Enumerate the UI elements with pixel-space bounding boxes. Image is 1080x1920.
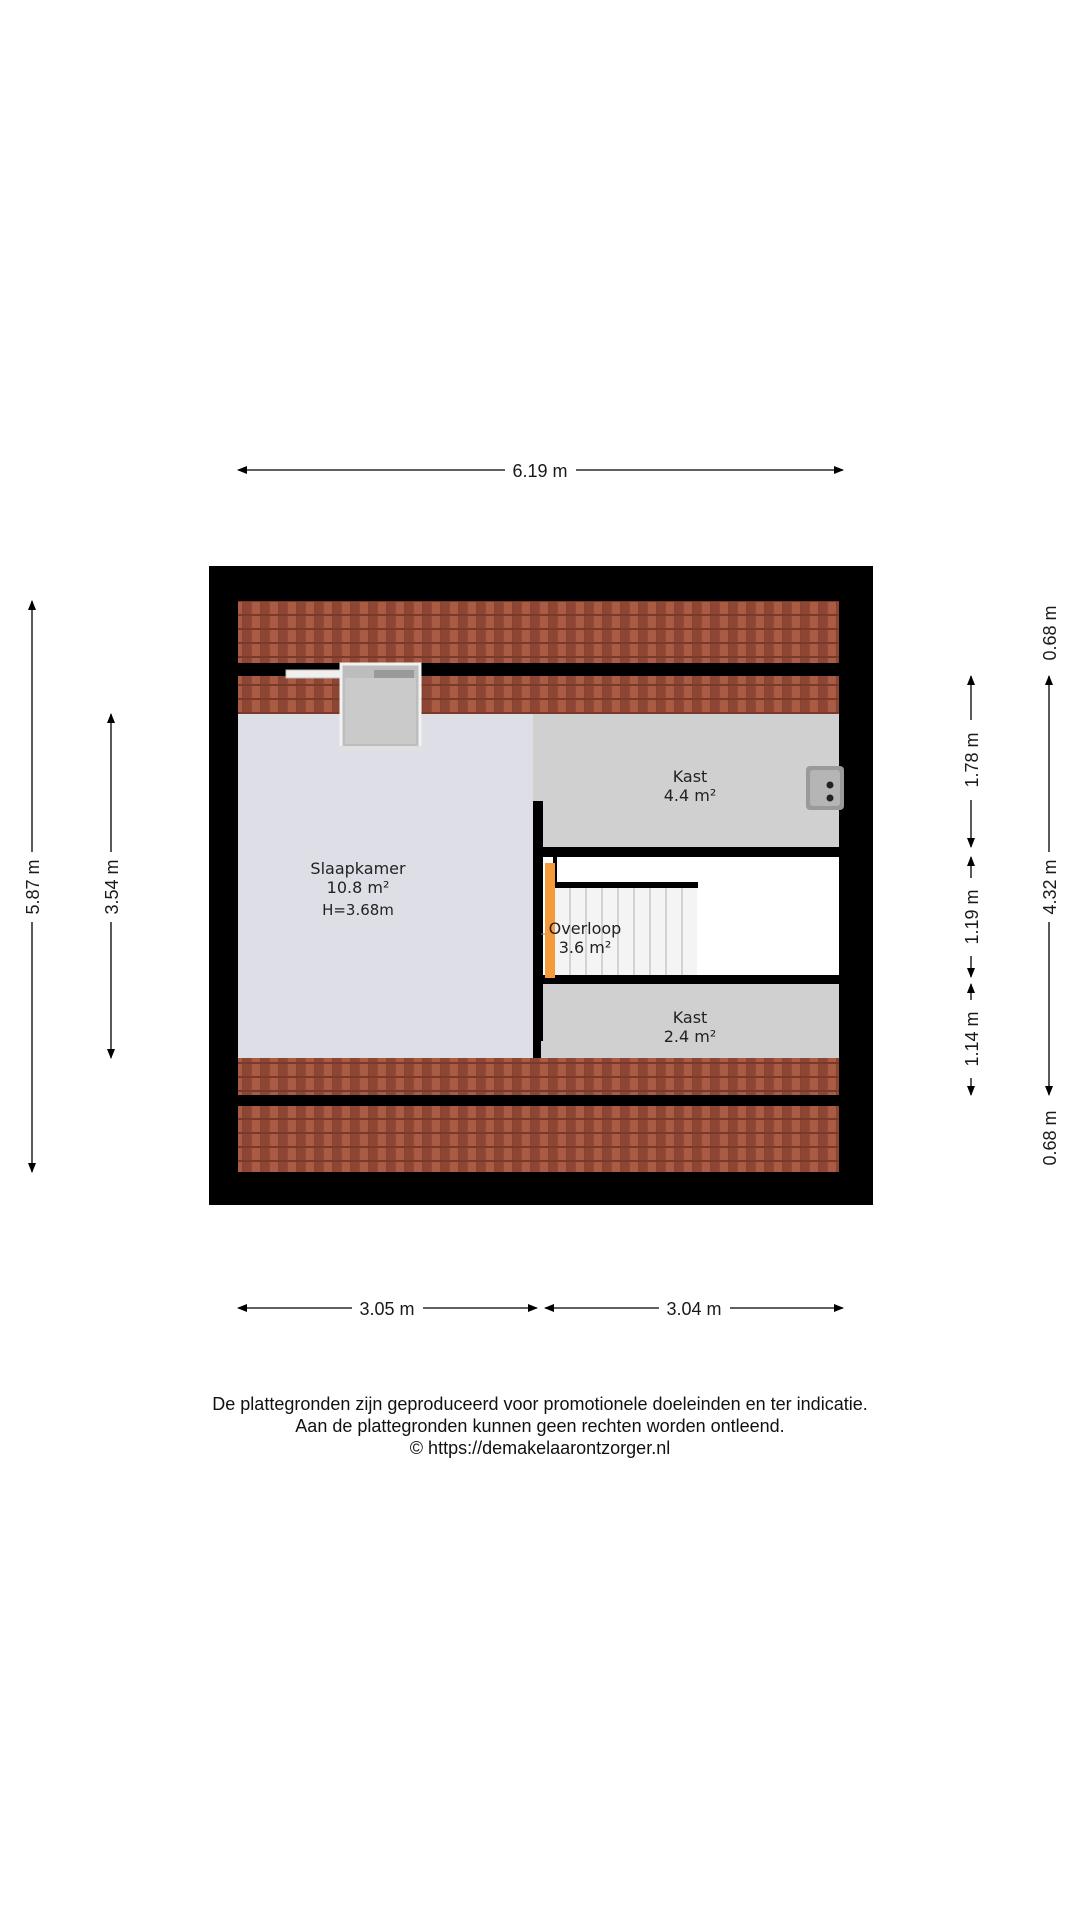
disclaimer-line-2: Aan de plattegronden kunnen geen rechten worden ontleend. (295, 1416, 785, 1436)
wall-kast-top-bottom (543, 847, 839, 857)
dimension-right-middle-label: 4.32 m (1040, 859, 1060, 915)
roof-bottom-strip-2 (238, 1106, 839, 1172)
dimension-right-width-label: 3.04 m (666, 1299, 722, 1319)
roof-bottom-strip (238, 1058, 839, 1095)
dimension-right-width (545, 1299, 843, 1319)
dimension-kast-top-depth-label: 1.78 m (962, 732, 982, 788)
dimension-kast-bottom-depth (962, 984, 982, 1095)
kast-top-area: 4.4 m² (663, 786, 717, 805)
overloop-area: 3.6 m² (558, 938, 612, 957)
dimension-kast-top-depth (962, 676, 982, 847)
roof-top-strip (238, 601, 839, 663)
dimension-bedroom-depth (102, 714, 122, 1058)
slaapkamer-area: 10.8 m² (326, 878, 390, 897)
dimension-left-width-label: 3.05 m (359, 1299, 415, 1319)
dimension-total-width-label: 6.19 m (512, 461, 568, 481)
dimension-overloop-depth-label: 1.19 m (962, 889, 982, 945)
dimension-bedroom-depth-label: 3.54 m (102, 859, 122, 915)
dimension-total-depth (23, 601, 43, 1172)
disclaimer (0, 1393, 1080, 1459)
slaapkamer-name: Slaapkamer (310, 859, 406, 878)
boiler-unit-icon (806, 766, 844, 810)
disclaimer-line-1: De plattegronden zijn geproduceerd voor promotionele doeleinden en ter indicatie. (212, 1394, 868, 1414)
roof-top-strip-2 (238, 676, 839, 714)
kast-bottom-area: 2.4 m² (663, 1027, 717, 1046)
kast-bottom-name: Kast (672, 1008, 708, 1027)
dimension-right-top-roof-label: 0.68 m (1040, 605, 1060, 661)
wall-stair-top (556, 882, 698, 888)
kast-top-name: Kast (672, 767, 708, 786)
dimension-overloop-depth (962, 857, 982, 977)
dimension-total-width (238, 461, 843, 481)
overloop-name: Overloop (548, 919, 622, 938)
dimension-right-bottom-roof-label: 0.68 m (1040, 1110, 1060, 1166)
dimension-left-width (238, 1299, 537, 1319)
slaapkamer-height: H=3.68m (322, 901, 394, 919)
dimension-kast-bottom-depth-label: 1.14 m (962, 1011, 982, 1067)
dimension-total-depth-label: 5.87 m (23, 859, 43, 915)
dimension-right-middle (1040, 676, 1060, 1095)
wall-kast-bottom-top (541, 975, 839, 984)
wall-overloop-left (533, 801, 543, 1041)
disclaimer-copyright-link[interactable]: © https://demakelaarontzorger.nl (409, 1438, 671, 1458)
